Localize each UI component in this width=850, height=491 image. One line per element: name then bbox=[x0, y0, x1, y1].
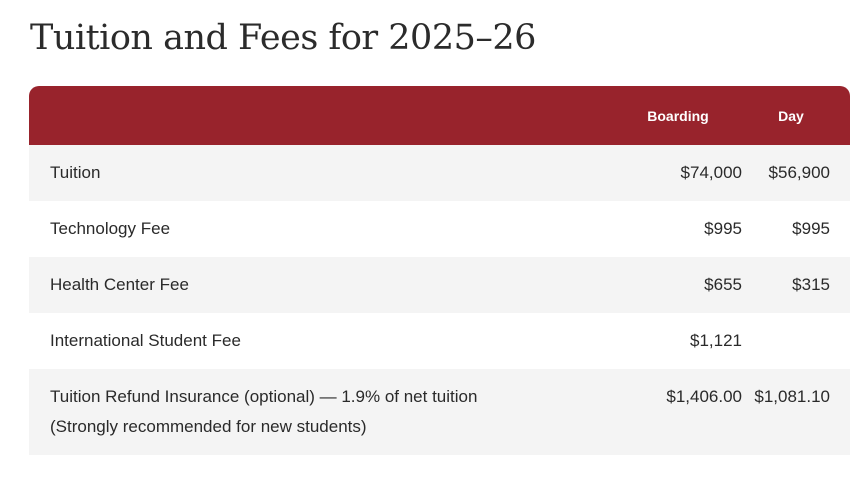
page-title: Tuition and Fees for 2025–26 bbox=[30, 18, 536, 58]
row-day-value bbox=[742, 313, 850, 369]
row-boarding-value: $74,000 bbox=[584, 145, 742, 201]
row-day-value: $995 bbox=[742, 201, 850, 257]
tuition-fees-table bbox=[29, 86, 850, 455]
row-item-label: Tuition bbox=[29, 145, 584, 201]
row-item-label: Technology Fee bbox=[29, 201, 584, 257]
table-body bbox=[29, 145, 850, 455]
row-boarding-value: $1,121 bbox=[584, 313, 742, 369]
row-item-label: Tuition Refund Insurance (optional) — 1.9% of net tuition bbox=[50, 387, 478, 406]
row-day-value: $315 bbox=[742, 257, 850, 313]
header-day: Day bbox=[742, 86, 850, 145]
header-row bbox=[29, 86, 850, 145]
row-item-note: (Strongly recommended for new students) bbox=[50, 417, 367, 436]
row-item-label: Health Center Fee bbox=[29, 257, 584, 313]
table-row bbox=[29, 145, 850, 201]
table-row bbox=[29, 201, 850, 257]
row-boarding-value: $995 bbox=[584, 201, 742, 257]
row-item-cell bbox=[29, 369, 584, 455]
row-day-value: $1,081.10 bbox=[742, 369, 850, 455]
header-boarding: Boarding bbox=[584, 86, 742, 145]
row-day-value: $56,900 bbox=[742, 145, 850, 201]
header-item bbox=[29, 86, 584, 145]
row-item-label: International Student Fee bbox=[29, 313, 584, 369]
table-row bbox=[29, 369, 850, 455]
table-row bbox=[29, 257, 850, 313]
row-boarding-value: $1,406.00 bbox=[584, 369, 742, 455]
row-boarding-value: $655 bbox=[584, 257, 742, 313]
table-row bbox=[29, 313, 850, 369]
table-header bbox=[29, 86, 850, 145]
